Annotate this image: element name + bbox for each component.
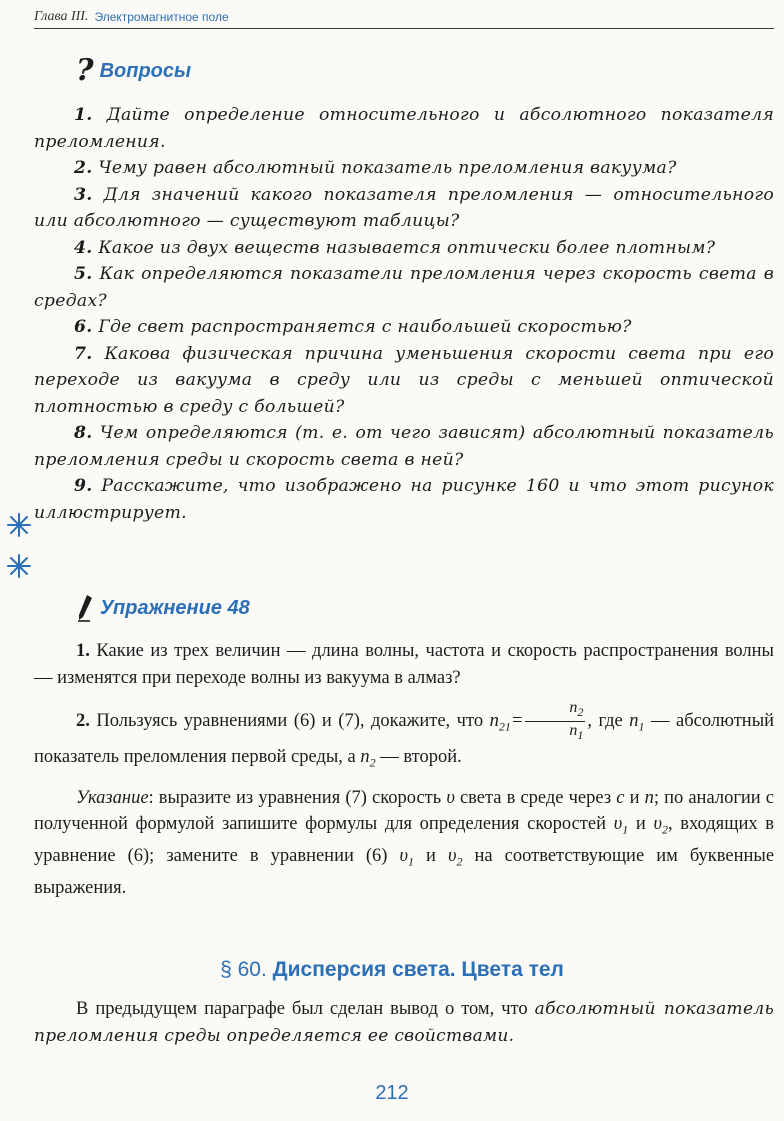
page-number: 212 (375, 1082, 409, 1104)
chapter-topic: Электромагнитное поле (94, 10, 229, 24)
running-header (34, 6, 774, 29)
asterisk-icon (6, 512, 32, 538)
question-item: 1. Дайте определение относительного и абсолютного показателя преломления. (34, 105, 774, 152)
paragraph-heading (0, 958, 784, 982)
exercise-heading (76, 593, 250, 623)
exercise-item: 1. Какие из трех величин — длина волны, частота и скорость распространения волны — изменятся при переходе волны из вакуума в алмаз? (34, 641, 774, 688)
exercise-hint: Указание: выразите из уравнения (7) скорость υ света в среде через c и n; по аналогии с полученной формулой запишите формулы для определения скоростей $\upsilon_1$ и $\upsilon_2$, входящих в уравнение (6); замените в уравнении (6) $\upsilon_1$ и $\upsilon_2$ на соответствующие им буквенные выражения. (34, 787, 775, 899)
question-item: 4. Какое из двух веществ называется оптически более плотным? (74, 237, 716, 258)
question-item: 8. Чем определяются (т. е. от чего зависят) абсолютный показатель преломления среды и скорость света в ней? (34, 423, 775, 470)
questions-list (34, 102, 774, 526)
question-mark-icon: ? (76, 53, 94, 88)
paragraph-title: Дисперсия света. Цвета тел (272, 958, 564, 981)
chapter-label: Глава III. (34, 9, 89, 24)
question-item: 2. Чему равен абсолютный показатель преломления вакуума? (74, 158, 677, 178)
exercise-title: Упражнение 48 (100, 596, 250, 619)
formula: $n_{21}=$ $\frac{n_2}{n_1}$ (489, 699, 584, 743)
question-item: 5. Как определяются показатели преломления через скорость света в средах? (34, 264, 775, 311)
questions-title: Вопросы (99, 59, 192, 82)
paragraph-number: § 60. (220, 958, 267, 981)
question-item: 6. Где свет распространяется с наибольшей скоростью? (74, 317, 632, 337)
question-item: 7. Какова физическая причина уменьшения скорости света при его переходе из вакуума в среду или из среды с меньшей оптической плотностью в среду с большей? (34, 343, 774, 417)
fraction: $\frac{n_2}{n_1}$ (525, 699, 585, 744)
questions-heading (76, 53, 192, 88)
exercise-list (34, 638, 774, 910)
exercise-item: 2. Пользуясь уравнениями (6) и (7), докажите, что $n_{21}=$ $\frac{n_2}{n_1}$ , где $n_1$ — абсолютный показатель преломления первой среды, а $n_2$ — второй. (34, 699, 775, 771)
question-item: 3. Для значений какого показателя преломления — относительного или абсолютного — существуют таблицы? (34, 184, 775, 231)
pencil-icon (76, 594, 94, 622)
asterisk-icon (6, 553, 32, 579)
question-item: 9. Расскажите, что изображено на рисунке 160 и что этот рисунок иллюстрирует. (34, 476, 774, 523)
paragraph-text: В предыдущем параграфе был сделан вывод о том, что абсолютный показатель преломления среды определяется ее свойствами. (34, 999, 775, 1046)
